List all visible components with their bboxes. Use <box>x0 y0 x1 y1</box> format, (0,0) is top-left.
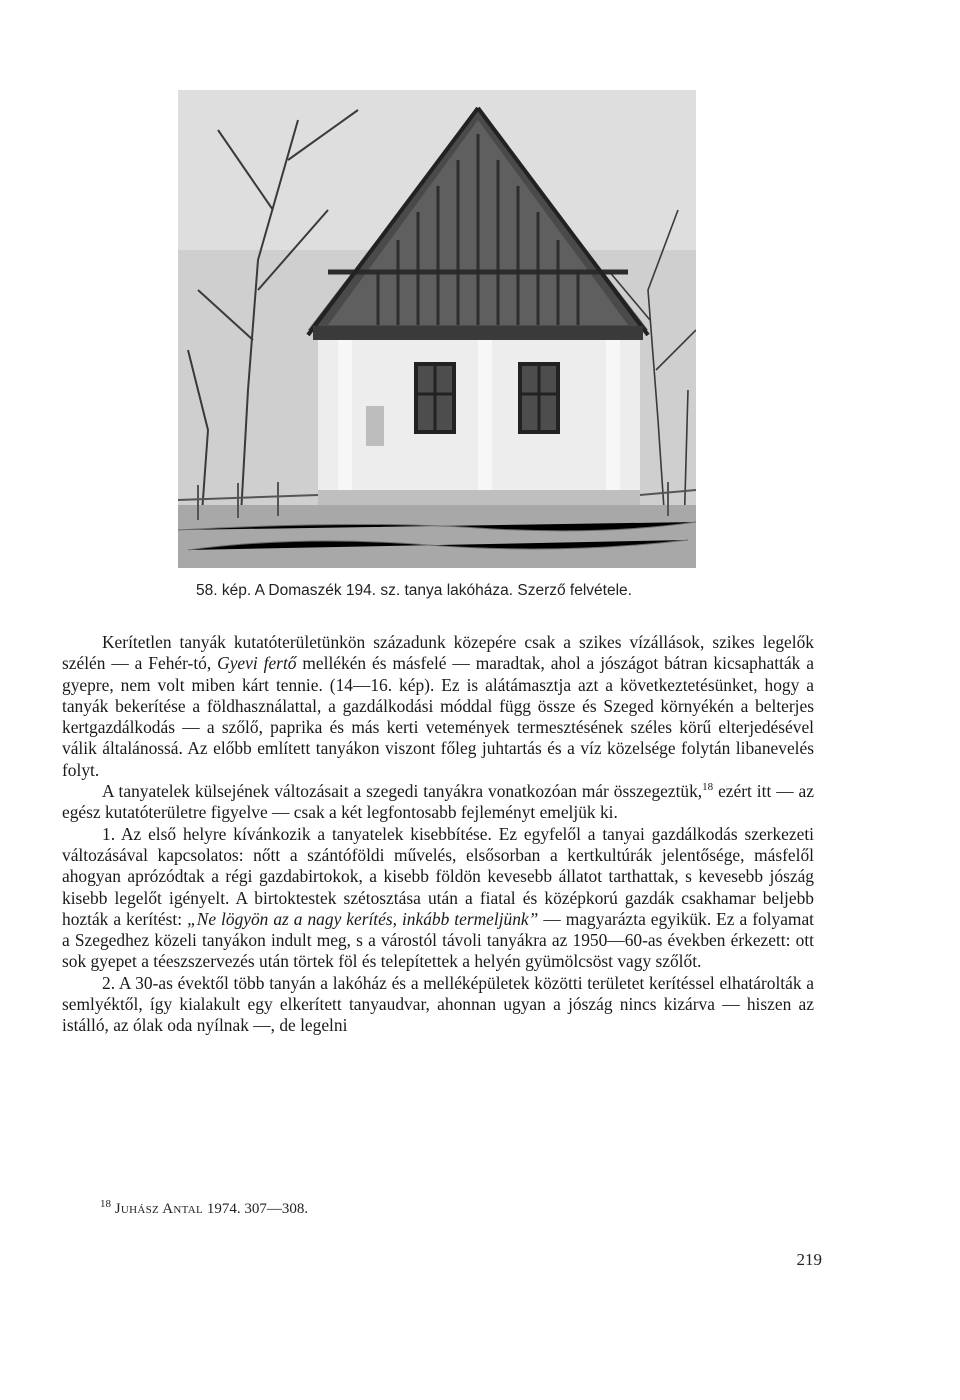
italic-text: „Ne lögyön az a nagy kerítés, inkább termeljünk” <box>187 908 539 929</box>
footnote-reference: 1974. 307—308. <box>206 1201 309 1217</box>
paragraph <box>62 973 814 1037</box>
paragraph <box>62 632 814 781</box>
text-run: A tanyatelek külsejének változásait a szegedi tanyákra vonatkozóan már összegeztük, <box>102 781 703 802</box>
text-run: Kerítetlen tanyák kutatóterületünkön századunk közepére csak a szikes vízállások, szikes legelők szélén — a Fehér-tó, <box>62 632 814 674</box>
body-text <box>62 632 814 1037</box>
text-run: 1. Az első helyre kívánkozik a tanyatelek kisebbítése. Ez egyfelől a tanyai gazdálkodás szerkezeti változásával kapcsolatos: nőtt a szántóföldi művelés, elsősorban a kertkultúrák jelentősége, másfelől ahogyan aprózódtak a régi gazdabirtokok, a kisebb földön kevesebb állatot tarthattak, s kevesebb jószág kisebb legelőt igényelt. A birtoktestek szétosztása után a fiatal és középkorú gazdák csakhamar beljebb hozták a kerítést: <box>62 823 814 929</box>
text-run: 2. A 30-as évektől több tanyán a lakóház és a melléképületek közötti területet kerítéssel elhatárolták a semlyéktől, így kialakult egy elkerített tanyaudvar, ahonnan ugyan a jószág nincs kizárva — hiszen az istálló, az ólak oda nyílnak —, de legelni <box>62 972 814 1036</box>
footnote-author: Juhász Antal <box>114 1201 204 1217</box>
figure-caption: 58. kép. A Domaszék 194. sz. tanya lakóháza. Szerző felvétele. <box>196 582 632 599</box>
text-run: mellékén és másfelé — maradtak, ahol a jószágot bátran kicsaphatták a gyepre, nem volt miben kárt tennie. (14—16. kép). Ez is alátámasztja azt a következtetésünket, hogy a tanyák bekerítése a földhasználattal, a gazdálkodási móddal függ össze és Szeged környékén a belterjes kertgazdálkodás — a szőlő, paprika és más kerti vetemények termesztésének széles körű elterjedésével válik általánossá. Az előbb említett tanyákon viszont főleg juhtartás és a víz közelsége folytán libanevelés folyt. <box>62 653 814 780</box>
footnote-number: 18 <box>100 1198 111 1210</box>
italic-text: Gyevi fertő <box>217 653 297 674</box>
text-run: ezért itt — az egész kutatóterületre figyelve — csak a két legfontosabb fejleményt emeljük ki. <box>62 781 814 823</box>
footnote <box>100 1198 700 1218</box>
house-photo <box>178 90 696 568</box>
paragraph <box>62 781 814 824</box>
footnote-reference-mark: 18 <box>702 781 714 794</box>
paragraph <box>62 824 814 973</box>
house-photo-image <box>178 90 696 568</box>
page-number: 219 <box>796 1250 822 1269</box>
text-run: — magyarázta egyikük. Ez a folyamat a Szegedhez közeli tanyákon indult meg, s a várostól távoli tanyákra az 1950—60-as években érkezett: ott sok gyepet a téeszszervezés után törtek föl és telepítettek a helyén gyümölcsöst vagy szőlőt. <box>62 908 815 972</box>
